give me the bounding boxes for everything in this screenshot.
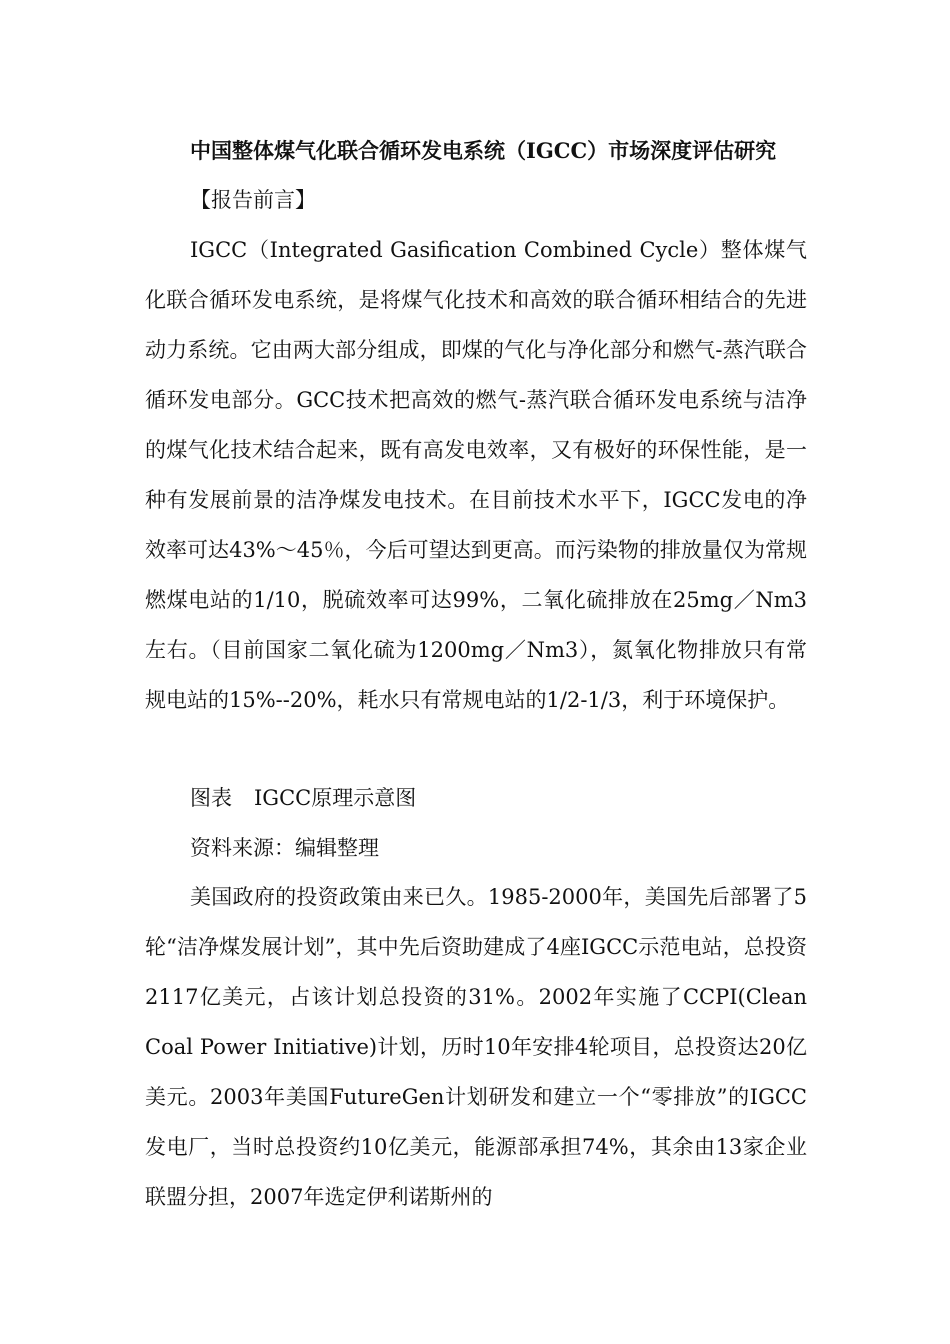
paragraph-igcc-intro: IGCC（Integrated Gasification Combined Cycle）整体煤气化联合循环发电系统，是将煤气化技术和高效的联合循环相结合的先进动力系统。它由两大部分组成，即煤的气化与净化部分和燃气-蒸汽联合循环发电部分。GCC技术把高效的燃气-蒸汽联合循环发电系统与洁净的煤气化技术结合起来，既有高发电效率，又有极好的环保性能，是一种有发展前景的洁净煤发电技术。在目前技术水平下，IGCC发电的净效率可达43%～45％，今后可望达到更高。而污染物的排放量仅为常规燃煤电站的1/10，脱硫效率可达99%，二氧化硫排放在25mg／Nm3左右。（目前国家二氧化硫为1200mg／Nm3），氮氧化物排放只有常规电站的15%--20%，耗水只有常规电站的1/2-1/3，利于环境保护。 <box>145 238 807 712</box>
document-title: 中国整体煤气化联合循环发电系统（IGCC）市场深度评估研究 <box>190 138 777 163</box>
figure-title: IGCC原理示意图 <box>254 786 417 810</box>
figure-label: 图表 <box>190 786 232 810</box>
figure-caption <box>190 784 416 812</box>
figure-source: 资料来源：编辑整理 <box>190 836 379 860</box>
paragraph-us-policy: 美国政府的投资政策由来已久。1985-2000年，美国先后部署了5轮“洁净煤发展计划”，其中先后资助建成了4座IGCC示范电站，总投资 2117亿美元，占该计划总投资的31%。2002年实施了CCPI(Clean Coal Power Initiative)计划，历时10年安排4轮项目，总投资达20亿美元。2003年美国FutureGen计划研发和建立一个“零排放”的IGCC发电厂，当时总投资约10亿美元，能源部承担74%，其余由13家企业联盟分担，2007年选定伊利诺斯州的 <box>145 885 807 1209</box>
section-heading: 【报告前言】 <box>190 188 316 212</box>
